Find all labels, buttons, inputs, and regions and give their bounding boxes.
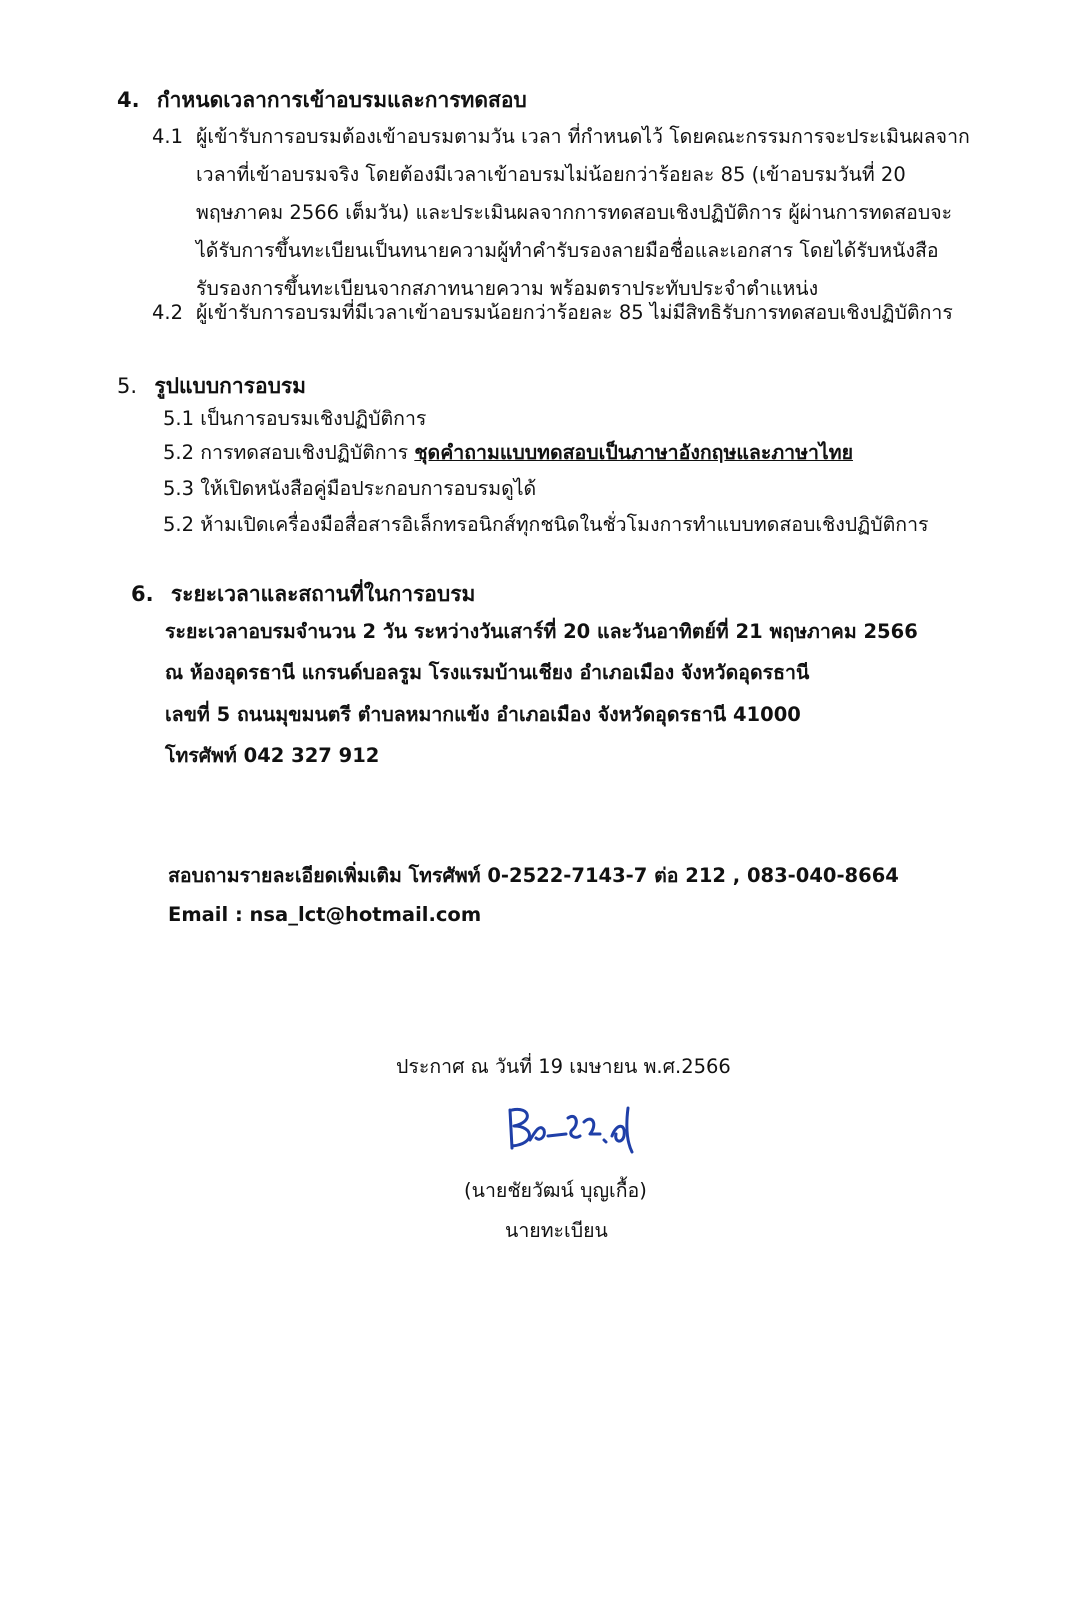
announcement-date: ประกาศ ณ วันที่ 19 เมษายน พ.ศ.2566	[396, 1055, 731, 1078]
section-number: 6.	[131, 582, 154, 606]
item-5-2-underlined: ชุดคำถามแบบทดสอบเป็นภาษาอังกฤษและภาษาไทย	[414, 441, 854, 464]
section-number: 4.	[117, 88, 140, 112]
venue-address: เลขที่ 5 ถนนมุขมนตรี ตำบลหมากแข้ง อำเภอเมือง จังหวัดอุดรธานี 41000	[165, 703, 801, 726]
training-venue: ณ ห้องอุดรธานี แกรนด์บอลรูม โรงแรมบ้านเชียง อำเภอเมือง จังหวัดอุดรธานี	[165, 661, 810, 684]
item-5-1: 5.1 เป็นการอบรมเชิงปฏิบัติการ	[163, 407, 427, 430]
text-line: เวลาที่เข้าอบรมจริง โดยต้องมีเวลาเข้าอบรมไม่น้อยกว่าร้อยละ 85 (เข้าอบรมวันที่ 20	[196, 163, 906, 186]
contact-phone: สอบถามรายละเอียดเพิ่มเติม โทรศัพท์ 0-2522-7143-7 ต่อ 212 , 083-040-8664	[168, 864, 899, 887]
text-line: ผู้เข้ารับการอบรมที่มีเวลาเข้าอบรมน้อยกว่าร้อยละ 85 ไม่มีสิทธิรับการทดสอบเชิงปฏิบัติการ	[196, 301, 953, 324]
item-5-4: 5.2 ห้ามเปิดเครื่องมือสื่อสารอิเล็กทรอนิกส์ทุกชนิดในชั่วโมงการทำแบบทดสอบเชิงปฏิบัติการ	[163, 513, 929, 536]
item-4-2-number: 4.2	[152, 301, 184, 324]
signer-title: นายทะเบียน	[505, 1219, 608, 1242]
section-title: กำหนดเวลาการเข้าอบรมและการทดสอบ	[156, 88, 527, 112]
section-5-heading	[117, 370, 306, 403]
section-4-heading	[117, 84, 527, 117]
section-6-heading	[131, 578, 475, 611]
signature-image	[500, 1100, 650, 1160]
contact-email: Email : nsa_lct@hotmail.com	[168, 903, 482, 926]
venue-phone: โทรศัพท์ 042 327 912	[165, 744, 380, 767]
signer-name: (นายชัยวัฒน์ บุญเกื้อ)	[464, 1179, 647, 1202]
item-5-2-prefix: 5.2 การทดสอบเชิงปฏิบัติการ	[163, 441, 415, 464]
text-line: ได้รับการขึ้นทะเบียนเป็นทนายความผู้ทำคำรับรองลายมือชื่อและเอกสาร โดยได้รับหนังสือ	[196, 239, 939, 262]
training-period: ระยะเวลาอบรมจำนวน 2 วัน ระหว่างวันเสาร์ที่ 20 และวันอาทิตย์ที่ 21 พฤษภาคม 2566	[165, 620, 918, 643]
item-4-2-text	[196, 294, 966, 332]
section-title: ระยะเวลาและสถานที่ในการอบรม	[170, 582, 476, 606]
section-number: 5.	[117, 374, 138, 398]
item-5-2	[163, 434, 853, 472]
item-4-1-number: 4.1	[152, 125, 184, 148]
item-5-3: 5.3 ให้เปิดหนังสือคู่มือประกอบการอบรมดูได้	[163, 477, 537, 500]
text-line: รับรองการขึ้นทะเบียนจากสภาทนายความ พร้อมตราประทับประจำตำแหน่ง	[196, 277, 819, 300]
text-line: พฤษภาคม 2566 เต็มวัน) และประเมินผลจากการทดสอบเชิงปฏิบัติการ ผู้ผ่านการทดสอบจะ	[196, 201, 953, 224]
item-4-1-text	[196, 118, 970, 308]
text-line: ผู้เข้ารับการอบรมต้องเข้าอบรมตามวัน เวลา ที่กำหนดไว้ โดยคณะกรรมการจะประเมินผลจาก	[196, 125, 970, 148]
section-title: รูปแบบการอบรม	[154, 374, 307, 398]
